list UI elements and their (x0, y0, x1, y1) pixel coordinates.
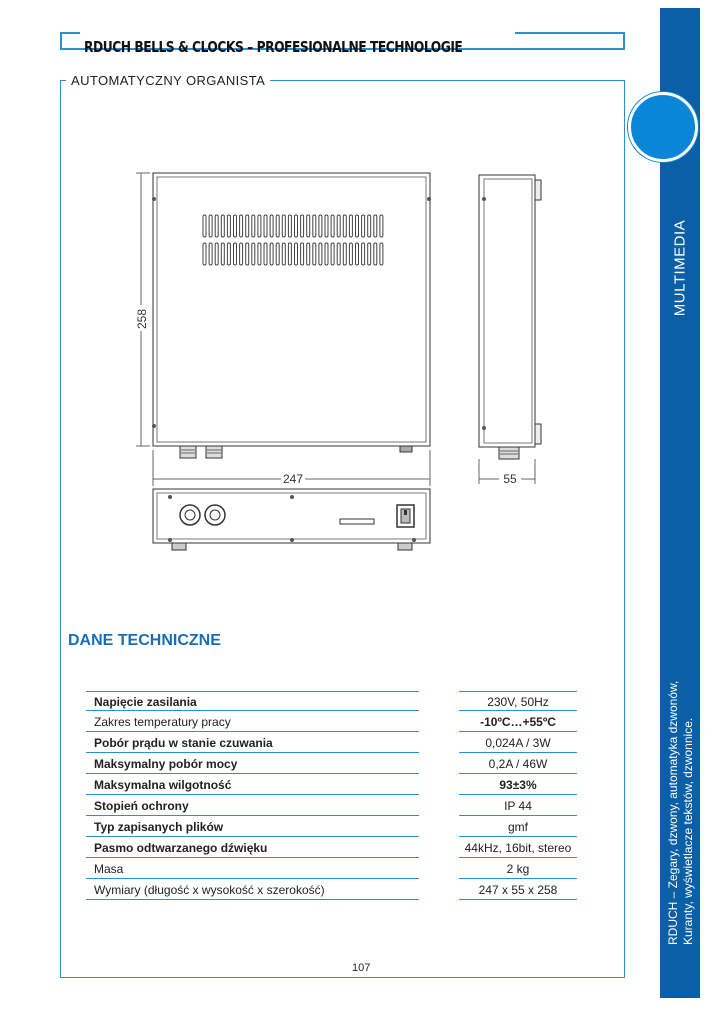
spec-label: Maksymalny pobór mocy (86, 754, 419, 774)
vent-slot (282, 215, 285, 237)
vent-slot (252, 215, 255, 237)
vent-slot (227, 215, 230, 237)
height-dimension: 258 (135, 308, 149, 330)
vent-slot (246, 243, 249, 265)
vent-slot (307, 243, 310, 265)
spec-label: Pasmo odtwarzanego dźwięku (86, 838, 419, 858)
vent-slot (234, 243, 237, 265)
vent-slot (337, 243, 340, 265)
vent-slot (356, 215, 359, 237)
vent-slot (234, 215, 237, 237)
vent-slot (252, 243, 255, 265)
spec-value: IP 44 (459, 796, 577, 816)
vent-slot (264, 243, 267, 265)
product-title: AUTOMATYCZNY ORGANISTA (66, 73, 270, 88)
spec-label: Stopień ochrony (86, 796, 419, 816)
specs-heading: DANE TECHNICZNE (68, 632, 221, 649)
vent-slot (380, 243, 383, 265)
vent-slot (362, 243, 365, 265)
vent-slot (356, 243, 359, 265)
vent-slot (258, 243, 261, 265)
depth-dimension: 55 (503, 472, 517, 486)
spec-value: 44kHz, 16bit, stereo (459, 838, 577, 858)
vent-slot (343, 215, 346, 237)
spec-value: 230V, 50Hz (459, 691, 577, 711)
vent-slot (331, 243, 334, 265)
vent-slot (301, 215, 304, 237)
vent-slot (240, 215, 243, 237)
vent-slot (288, 243, 291, 265)
vent-slot (319, 243, 322, 265)
vent-slot (240, 243, 243, 265)
vent-slot (295, 243, 298, 265)
vent-slot (203, 243, 206, 265)
vent-slot (331, 215, 334, 237)
vent-slot (301, 243, 304, 265)
spec-value: gmf (459, 817, 577, 837)
vent-slot (221, 243, 224, 265)
vent-slot (276, 215, 279, 237)
vent-slot (337, 215, 340, 237)
sidebar-description: RDUCH – Zegary, dzwony, automatyka dzwonów, Kuranty, wyświetlacze tekstów, dzwonnice. (666, 680, 695, 945)
vent-slot (374, 215, 377, 237)
spec-value: 93±3% (459, 775, 577, 795)
spec-label: Maksymalna wilgotność (86, 775, 419, 795)
width-dimension: 247 (282, 472, 304, 486)
vent-slot (349, 215, 352, 237)
spec-value: 2 kg (459, 859, 577, 879)
vent-slot (209, 243, 212, 265)
vent-slot (258, 215, 261, 237)
vent-slot (288, 215, 291, 237)
bottom-view (153, 489, 430, 550)
vent-slot (362, 215, 365, 237)
vent-slot (270, 215, 273, 237)
vent-slot (319, 215, 322, 237)
vent-slot (368, 215, 371, 237)
spec-value: 0,2A / 46W (459, 754, 577, 774)
vent-slot (209, 215, 212, 237)
vent-slot (313, 243, 316, 265)
spec-label: Napięcie zasilania (86, 691, 419, 711)
vent-slot (221, 215, 224, 237)
spec-label: Zakres temperatury pracy (86, 712, 419, 732)
vent-slot (368, 243, 371, 265)
vent-slot (349, 243, 352, 265)
vent-slot (270, 243, 273, 265)
spec-value: 0,024A / 3W (459, 733, 577, 753)
front-view (136, 173, 431, 486)
spec-label: Pobór prądu w stanie czuwania (86, 733, 419, 753)
vent-slot (313, 215, 316, 237)
vent-slot (227, 243, 230, 265)
vent-slot (215, 243, 218, 265)
vent-slot (343, 243, 346, 265)
vent-slot (307, 215, 310, 237)
spec-value: -10ºC…+55ºC (459, 712, 577, 732)
vent-slot (325, 215, 328, 237)
vent-slot (325, 243, 328, 265)
section-title: MULTIMEDIA (671, 219, 689, 317)
vent-slot (215, 215, 218, 237)
vent-slot (380, 215, 383, 237)
spec-value: 247 x 55 x 258 (459, 880, 577, 900)
vent-slot (264, 215, 267, 237)
vent-slot (203, 215, 206, 237)
vent-slot (374, 243, 377, 265)
header-title: RDUCH BELLS & CLOCKS – PROFESIONALNE TECHNOLOGIE (84, 38, 463, 56)
spec-label: Masa (86, 859, 419, 879)
side-view (479, 175, 541, 484)
vent-slot (295, 215, 298, 237)
page-number: 107 (352, 962, 371, 974)
vent-slot (246, 215, 249, 237)
spec-label: Wymiary (długość x wysokość x szerokość) (86, 880, 419, 900)
vent-slot (276, 243, 279, 265)
spec-label: Typ zapisanych plików (86, 817, 419, 837)
vent-slot (282, 243, 285, 265)
